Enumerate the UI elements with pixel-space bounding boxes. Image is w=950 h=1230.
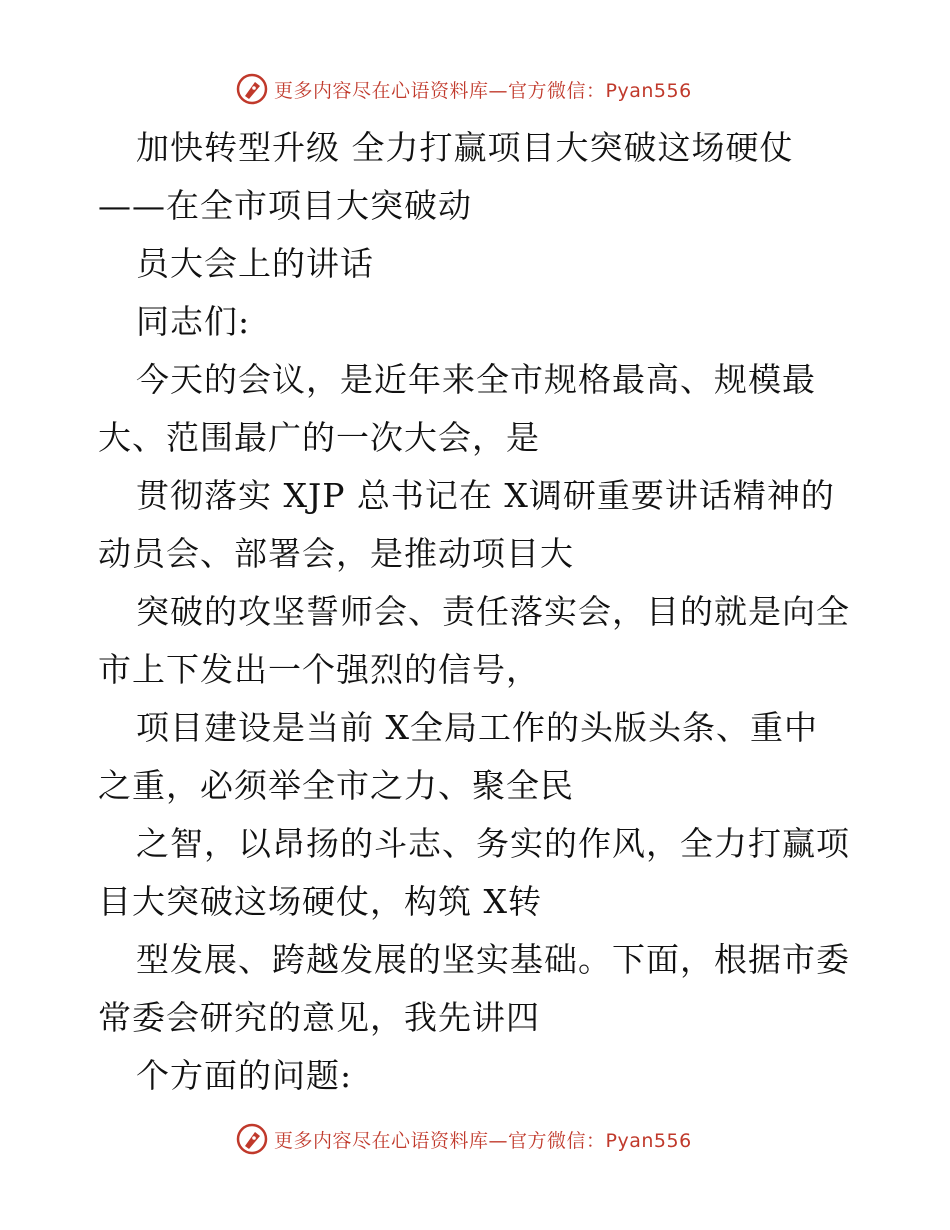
body-line: 贯彻落实 XJP 总书记在 X调研重要讲话精神的	[136, 476, 835, 515]
body-line: 今天的会议，是近年来全市规格最高、规模最	[136, 360, 816, 399]
watermark-banner-top	[236, 72, 692, 106]
body-line: 项目建设是当前 X全局工作的头版头条、重中	[136, 708, 818, 747]
body-line: 动员会、部署会，是推动项目大	[98, 534, 574, 573]
body-line: 常委会研究的意见，我先讲四	[98, 998, 540, 1037]
watermark-banner-bottom	[236, 1122, 692, 1156]
body-line: 目大突破这场硬仗，构筑 X转	[98, 882, 542, 921]
title-line-3: 员大会上的讲话	[136, 244, 374, 283]
salutation: 同志们:	[136, 302, 251, 341]
title-line-2: ——在全市项目大突破动	[98, 186, 472, 225]
body-line: 大、范围最广的一次大会，是	[98, 418, 540, 457]
pen-nib-icon	[236, 73, 268, 105]
title-line-1: 加快转型升级 全力打赢项目大突破这场硬仗	[136, 128, 794, 167]
body-line: 之重，必须举全市之力、聚全民	[98, 766, 574, 805]
body-line: 之智，以昂扬的斗志、务实的作风，全力打赢项	[136, 824, 850, 863]
body-line: 型发展、跨越发展的坚实基础。下面，根据市委	[136, 940, 850, 979]
body-line: 突破的攻坚誓师会、责任落实会，目的就是向全	[136, 592, 850, 631]
watermark-text: 更多内容尽在心语资料库—官方微信：Pyan556	[274, 79, 692, 102]
watermark-text: 更多内容尽在心语资料库—官方微信：Pyan556	[274, 1129, 692, 1152]
body-line: 市上下发出一个强烈的信号，	[98, 650, 540, 689]
body-line: 个方面的问题:	[136, 1056, 353, 1095]
pen-nib-icon	[236, 1123, 268, 1155]
